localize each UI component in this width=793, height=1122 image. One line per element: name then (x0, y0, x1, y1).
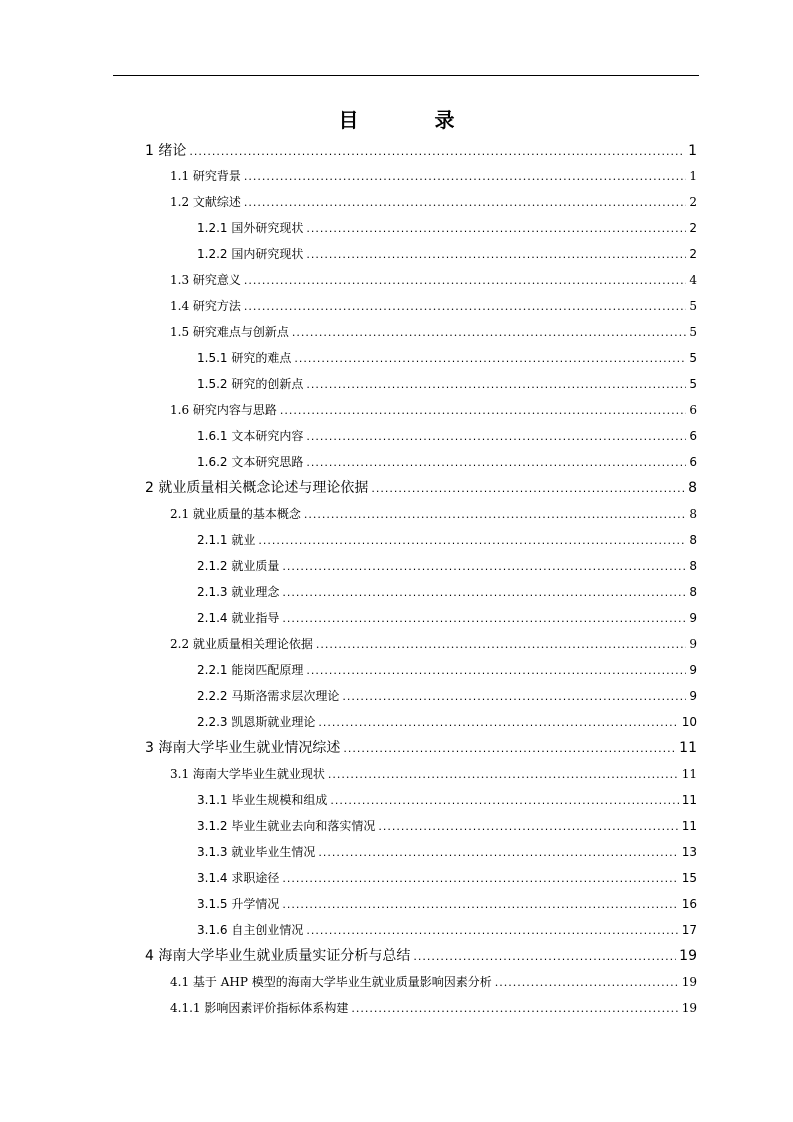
toc-entry-label: 1 绪论 (145, 143, 187, 159)
toc-entry-label: 3.1.1 毕业生规模和组成 (197, 793, 328, 807)
toc-entry[interactable] (197, 609, 697, 628)
toc-entry-label: 2.1.1 就业 (197, 533, 256, 547)
toc-entry-label: 1.2.2 国内研究现状 (197, 247, 304, 261)
toc-entry-page: 19 (679, 948, 697, 964)
toc-entry-label: 1.5 研究难点与创新点 (170, 325, 289, 339)
toc-entry[interactable] (170, 765, 697, 784)
toc-entry-page: 9 (689, 611, 697, 625)
dot-leader (318, 844, 678, 862)
dot-leader (351, 1000, 678, 1018)
toc-entry-label: 2.1.2 就业质量 (197, 559, 280, 573)
dot-leader (280, 402, 686, 420)
toc-entry-label: 4 海南大学毕业生就业质量实证分析与总结 (145, 948, 411, 964)
dot-leader (371, 480, 685, 498)
toc-entry-label: 2.1.3 就业理念 (197, 585, 280, 599)
dot-leader (413, 948, 676, 966)
toc-entry[interactable] (145, 479, 697, 498)
toc-title: 目 录 (338, 108, 483, 132)
toc-entry[interactable] (197, 869, 697, 888)
toc-entry-page: 4 (689, 273, 697, 287)
toc-entry-page: 19 (681, 1001, 697, 1015)
toc-entry[interactable] (197, 713, 697, 732)
dot-leader (282, 870, 678, 888)
dot-leader (328, 766, 679, 784)
toc-entry[interactable] (197, 453, 697, 472)
toc-entry[interactable] (197, 219, 697, 238)
toc-entry[interactable] (197, 583, 697, 602)
toc-entry[interactable] (170, 297, 697, 316)
toc-entry[interactable] (197, 817, 697, 836)
toc-entry-page: 8 (689, 559, 697, 573)
dot-leader (330, 792, 678, 810)
toc-entry-page: 6 (689, 455, 697, 469)
dot-leader (306, 246, 686, 264)
toc-entry-label: 3 海南大学毕业生就业情况综述 (145, 740, 341, 756)
toc-entry-label: 2.2.1 能岗匹配原理 (197, 663, 304, 677)
toc-entry[interactable] (170, 505, 697, 524)
toc-entry[interactable] (145, 947, 697, 966)
toc-entry[interactable] (197, 349, 697, 368)
dot-leader (306, 220, 686, 238)
toc-entry-page: 11 (681, 793, 697, 807)
toc-entry-label: 1.2.1 国外研究现状 (197, 221, 304, 235)
toc-entry-page: 17 (681, 923, 697, 937)
toc-entry-page: 13 (681, 845, 697, 859)
toc-entry-label: 3.1.5 升学情况 (197, 897, 280, 911)
toc-entry[interactable] (170, 973, 697, 992)
toc-entry-page: 8 (689, 507, 697, 521)
dot-leader (244, 168, 686, 186)
dot-leader (304, 506, 686, 524)
dot-leader (189, 143, 685, 161)
toc-entry-page: 8 (689, 585, 697, 599)
toc-entry[interactable] (170, 401, 697, 420)
dot-leader (343, 740, 676, 758)
toc-entry[interactable] (170, 323, 697, 342)
toc-entry-label: 1.2 文献综述 (170, 195, 241, 209)
toc-entry-page: 9 (689, 663, 697, 677)
toc-entry-page: 6 (689, 403, 697, 417)
toc-entry[interactable] (145, 739, 697, 758)
toc-entry-label: 3.1.3 就业毕业生情况 (197, 845, 316, 859)
toc-entry[interactable] (197, 245, 697, 264)
toc-entry[interactable] (197, 661, 697, 680)
toc-entry-label: 1.1 研究背景 (170, 169, 241, 183)
dot-leader (318, 714, 678, 732)
toc-entry-label: 2.2 就业质量相关理论依据 (170, 637, 313, 651)
toc-entry-label: 2.1 就业质量的基本概念 (170, 507, 301, 521)
toc-entry-label: 2.1.4 就业指导 (197, 611, 280, 625)
dot-leader (316, 636, 686, 654)
dot-leader (306, 922, 678, 940)
dot-leader (306, 376, 686, 394)
toc-entry-page: 11 (679, 740, 697, 756)
toc-entry[interactable] (170, 167, 697, 186)
toc-entry-label: 2.2.2 马斯洛需求层次理论 (197, 689, 340, 703)
toc-entry[interactable] (170, 271, 697, 290)
toc-entry-label: 4.1 基于 AHP 模型的海南大学毕业生就业质量影响因素分析 (170, 975, 492, 989)
toc-entry-label: 1.3 研究意义 (170, 273, 241, 287)
toc-entry-label: 2 就业质量相关概念论述与理论依据 (145, 480, 369, 496)
toc-entry[interactable] (197, 687, 697, 706)
toc-entry-page: 6 (689, 429, 697, 443)
toc-entry-page: 9 (689, 637, 697, 651)
toc-entry-page: 1 (688, 143, 697, 159)
toc-entry-label: 1.6 研究内容与思路 (170, 403, 277, 417)
toc-entry[interactable] (170, 193, 697, 212)
toc-entry[interactable] (197, 895, 697, 914)
dot-leader (306, 428, 686, 446)
toc-entry[interactable] (197, 557, 697, 576)
dot-leader (244, 272, 686, 290)
toc-entry-label: 1.5.2 研究的创新点 (197, 377, 304, 391)
dot-leader (378, 818, 678, 836)
toc-entry-label: 3.1.4 求职途径 (197, 871, 280, 885)
dot-leader (342, 688, 686, 706)
toc-entry-page: 15 (681, 871, 697, 885)
dot-leader (244, 194, 686, 212)
toc-entry-page: 2 (689, 247, 697, 261)
toc-entry-page: 9 (689, 689, 697, 703)
dot-leader (306, 454, 686, 472)
toc-entry-page: 5 (689, 299, 697, 313)
toc-entry-page: 2 (689, 195, 697, 209)
toc-entry[interactable] (170, 999, 697, 1018)
dot-leader (244, 298, 686, 316)
dot-leader (258, 532, 686, 550)
dot-leader (292, 324, 686, 342)
dot-leader (282, 610, 686, 628)
toc-entry-page: 8 (689, 533, 697, 547)
toc-entry-label: 1.4 研究方法 (170, 299, 241, 313)
toc-entry[interactable] (145, 142, 697, 161)
toc-entry-page: 11 (681, 819, 697, 833)
toc-entry-label: 1.5.1 研究的难点 (197, 351, 292, 365)
dot-leader (282, 584, 686, 602)
toc-entry-label: 4.1.1 影响因素评价指标体系构建 (170, 1001, 349, 1015)
toc-entry-page: 2 (689, 221, 697, 235)
toc-entry-label: 3.1 海南大学毕业生就业现状 (170, 767, 325, 781)
toc-entry-page: 1 (689, 169, 697, 183)
toc-entry-label: 1.6.1 文本研究内容 (197, 429, 304, 443)
toc-entry[interactable] (197, 375, 697, 394)
toc-entry[interactable] (197, 921, 697, 940)
toc-entry-page: 8 (688, 480, 697, 496)
toc-entry-label: 3.1.2 毕业生就业去向和落实情况 (197, 819, 376, 833)
toc-entry-page: 16 (681, 897, 697, 911)
toc-entry-page: 19 (681, 975, 697, 989)
toc-entry-page: 10 (681, 715, 697, 729)
dot-leader (282, 896, 678, 914)
dot-leader (294, 350, 686, 368)
toc-entry-label: 3.1.6 自主创业情况 (197, 923, 304, 937)
toc-entry[interactable] (197, 427, 697, 446)
toc-entry[interactable] (170, 635, 697, 654)
toc-entry-page: 5 (689, 377, 697, 391)
toc-entry-page: 5 (689, 325, 697, 339)
dot-leader (495, 974, 679, 992)
toc-entry[interactable] (197, 531, 697, 550)
toc-entry[interactable] (197, 791, 697, 810)
toc-entry-label: 1.6.2 文本研究思路 (197, 455, 304, 469)
header-rule (113, 75, 699, 76)
toc-entry-label: 2.2.3 凯恩斯就业理论 (197, 715, 316, 729)
toc-entry-page: 5 (689, 351, 697, 365)
toc-entry[interactable] (197, 843, 697, 862)
toc-entry-page: 11 (681, 767, 697, 781)
dot-leader (282, 558, 686, 576)
dot-leader (306, 662, 686, 680)
